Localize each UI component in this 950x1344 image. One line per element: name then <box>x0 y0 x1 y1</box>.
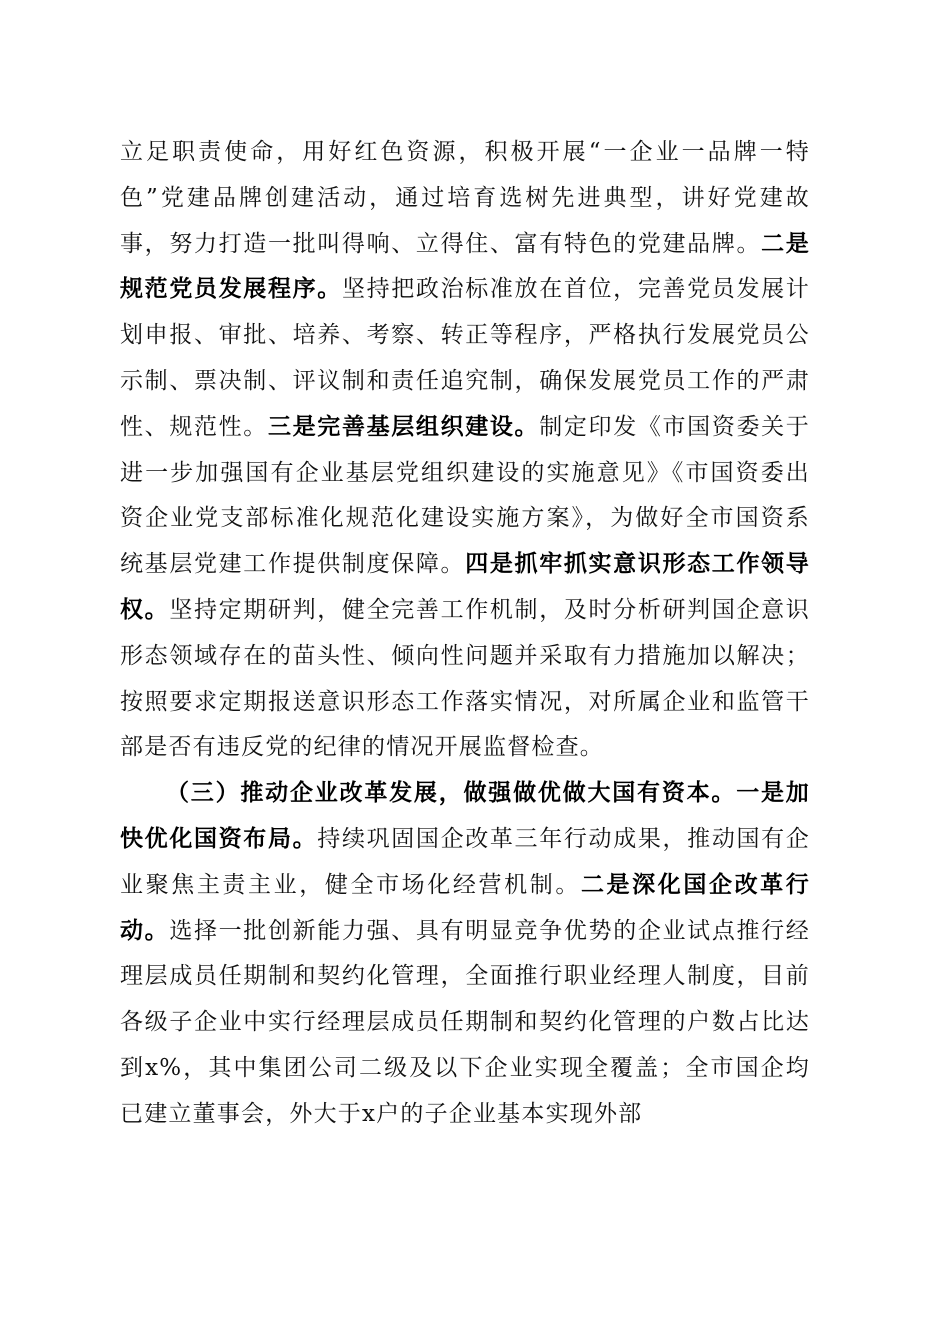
paragraph-party-building <box>120 130 810 771</box>
section-heading-run: （三）推动企业改革发展，做强做优做大国有资本。一是加快优化国资布局。 <box>120 780 810 852</box>
text-run: 选择一批创新能力强、具有明显竞争优势的企业试点推行经理层成员任期制和契约化管理，全面推行职业经理人制度，目前各级子企业中实行经理层成员任期制和契约化管理的户数占比达到x%，其中集团公司二级及以下企业实现全覆盖；全市国企均已建立董事会，外大于x户的子企业基本实现外部 <box>120 917 811 1127</box>
heading-run: 二是规范党员发展程序。 <box>120 230 810 303</box>
document-body <box>120 130 810 1138</box>
heading-run: 四是抓牢抓实意识形态工作领导权。 <box>120 551 810 623</box>
text-run: 立足职责使命，用好红色资源，积极开展“一企业一品牌一特色”党建品牌创建活动，通过培育选树先进典型，讲好党建故事，努力打造一批叫得响、立得住、富有特色的党建品牌。 <box>120 139 810 257</box>
text-run: 持续巩固国企改革三年行动成果，推动国有企业聚焦主责主业，健全市场化经营机制。 <box>120 825 811 898</box>
heading-run: 三是完善基层组织建设。 <box>267 413 540 440</box>
text-run: 制定印发《市国资委关于进一步加强国有企业基层党组织建设的实施意见》《市国资委出资企业党支部标准化规范化建设实施方案》，为做好全市国资系统基层党建工作提供制度保障。 <box>120 413 811 578</box>
paragraph-reform <box>120 771 810 1137</box>
heading-run: 二是深化国企改革行动。 <box>120 871 810 944</box>
text-run: 坚持定期研判，健全完善工作机制，及时分析研判国企意识形态领域存在的苗头性、倾向性问题并采取有力措施加以解决；按照要求定期报送意识形态工作落实情况，对所属企业和监管干部是否有违反党的纪律的情况开展监督检查。 <box>120 596 811 761</box>
text-run: 坚持把政治标准放在首位，完善党员发展计划申报、审批、培养、考察、转正等程序，严格执行发展党员公示制、票决制、评议制和责任追究制，确保发展党员工作的严肃性、规范性。 <box>120 276 810 440</box>
